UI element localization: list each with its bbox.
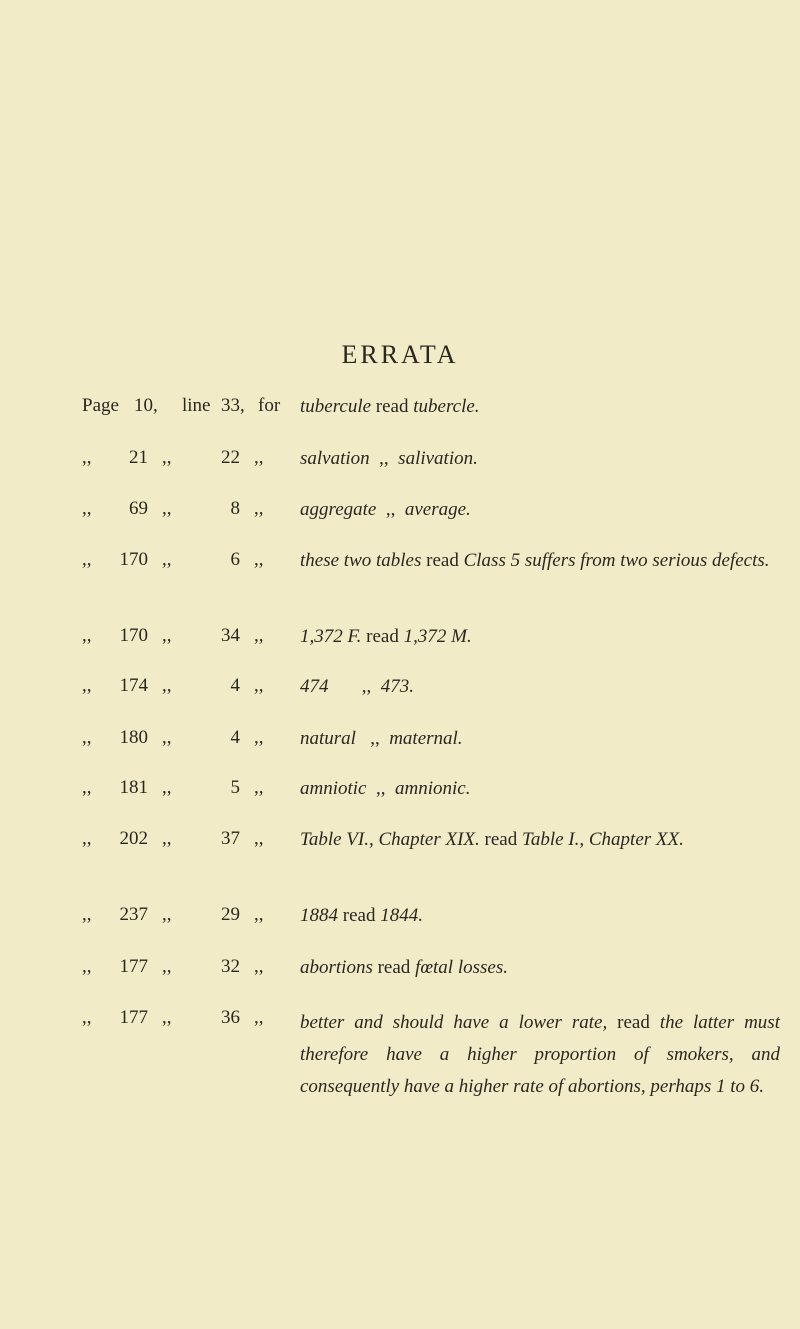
line-label: line bbox=[182, 395, 211, 416]
ditto-mark: ,, bbox=[254, 777, 264, 798]
ditto-mark: ,, bbox=[376, 778, 386, 799]
page-number: 181 bbox=[119, 777, 148, 798]
line-number: 4 bbox=[230, 727, 240, 748]
correct-text: tubercle. bbox=[413, 396, 480, 417]
wrong-text: amniotic bbox=[300, 778, 367, 799]
read-label: read bbox=[366, 626, 399, 647]
ditto-mark: ,, bbox=[162, 828, 172, 849]
line-number: 33, bbox=[221, 395, 245, 416]
read-label: read bbox=[377, 957, 411, 978]
ditto-mark: ,, bbox=[82, 727, 92, 748]
line-number: 34 bbox=[221, 625, 240, 646]
read-label: read bbox=[342, 905, 376, 926]
correct-text: 1844. bbox=[380, 905, 423, 926]
page-number: 10, bbox=[134, 395, 158, 416]
correct-text: Table I., Chapter XX. bbox=[522, 829, 684, 850]
page-number: 177 bbox=[119, 956, 148, 977]
page-number: 170 bbox=[119, 549, 148, 570]
ditto-mark: ,, bbox=[254, 828, 264, 849]
ditto-mark: ,, bbox=[254, 447, 264, 468]
line-number: 5 bbox=[230, 777, 240, 798]
correct-text: Class 5 suffers from two serious defects. bbox=[463, 550, 770, 571]
read-label: read bbox=[484, 829, 518, 850]
ditto-mark: ,, bbox=[162, 498, 172, 519]
read-label: read bbox=[375, 396, 409, 417]
ditto-mark: ,, bbox=[82, 447, 92, 468]
ditto-mark: ,, bbox=[162, 1007, 172, 1028]
ditto-mark: ,, bbox=[162, 956, 172, 977]
ditto-mark: ,, bbox=[162, 727, 172, 748]
line-number: 29 bbox=[221, 904, 240, 925]
wrong-text: 1,372 F. bbox=[300, 626, 362, 647]
page-number: 170 bbox=[119, 625, 148, 646]
wrong-text: 1884 bbox=[300, 905, 338, 926]
ditto-mark: ,, bbox=[162, 777, 172, 798]
ditto-mark: ,, bbox=[82, 777, 92, 798]
page-number: 237 bbox=[119, 904, 148, 925]
correct-text: salivation. bbox=[398, 448, 478, 469]
ditto-mark: ,, bbox=[162, 675, 172, 696]
page-label: Page bbox=[82, 395, 119, 416]
ditto-mark: ,, bbox=[254, 498, 264, 519]
correct-text: maternal. bbox=[389, 728, 463, 749]
ditto-mark: ,, bbox=[82, 675, 92, 696]
ditto-mark: ,, bbox=[254, 625, 264, 646]
ditto-mark: ,, bbox=[379, 448, 389, 469]
ditto-mark: ,, bbox=[254, 727, 264, 748]
ditto-mark: ,, bbox=[370, 728, 380, 749]
wrong-text: salvation bbox=[300, 448, 370, 469]
line-number: 22 bbox=[221, 447, 240, 468]
line-number: 37 bbox=[221, 828, 240, 849]
page-number: 69 bbox=[129, 498, 148, 519]
ditto-mark: ,, bbox=[361, 676, 372, 697]
ditto-mark: ,, bbox=[254, 1007, 264, 1028]
wrong-text: 474 bbox=[300, 676, 329, 697]
page-number: 174 bbox=[119, 675, 148, 696]
line-number: 32 bbox=[221, 956, 240, 977]
line-number: 6 bbox=[230, 549, 240, 570]
ditto-mark: ,, bbox=[82, 1007, 92, 1028]
line-number: 8 bbox=[230, 498, 240, 519]
correct-text: the latter must therefore have a higher proportion of smokers, and consequently have a higher rate of abortions, perhaps 1 to 6. bbox=[300, 1012, 780, 1097]
line-number: 36 bbox=[221, 1007, 240, 1028]
ditto-mark: ,, bbox=[162, 625, 172, 646]
correct-text: 1,372 M. bbox=[403, 626, 472, 647]
page-number: 202 bbox=[119, 828, 148, 849]
ditto-mark: ,, bbox=[162, 447, 172, 468]
correct-text: fœtal losses. bbox=[415, 957, 508, 978]
page-number: 180 bbox=[119, 727, 148, 748]
ditto-mark: ,, bbox=[254, 675, 264, 696]
ditto-mark: ,, bbox=[254, 956, 264, 977]
correct-text: amnionic. bbox=[395, 778, 471, 799]
ditto-mark: ,, bbox=[82, 549, 92, 570]
read-label: read bbox=[426, 550, 459, 571]
page-title: ERRATA bbox=[341, 340, 459, 369]
line-number: 4 bbox=[230, 675, 240, 696]
page-number: 21 bbox=[129, 447, 148, 468]
ditto-mark: ,, bbox=[385, 499, 396, 520]
wrong-text: tubercule bbox=[300, 396, 372, 417]
wrong-text: natural bbox=[300, 728, 356, 749]
correct-text: average. bbox=[404, 499, 471, 520]
ditto-mark: ,, bbox=[82, 956, 92, 977]
ditto-mark: ,, bbox=[254, 549, 264, 570]
wrong-text: abortions bbox=[300, 957, 373, 978]
page-number: 177 bbox=[119, 1007, 148, 1028]
ditto-mark: ,, bbox=[162, 904, 172, 925]
ditto-mark: ,, bbox=[254, 904, 264, 925]
ditto-mark: ,, bbox=[82, 828, 92, 849]
correct-text: 473. bbox=[380, 676, 414, 697]
wrong-text: better and should have a lower rate, bbox=[300, 1012, 608, 1033]
wrong-text: these two tables bbox=[300, 550, 422, 571]
ditto-mark: ,, bbox=[82, 904, 92, 925]
for-label: for bbox=[258, 395, 281, 416]
ditto-mark: ,, bbox=[82, 625, 92, 646]
read-label: read bbox=[617, 1012, 650, 1033]
ditto-mark: ,, bbox=[162, 549, 172, 570]
wrong-text: aggregate bbox=[300, 499, 377, 520]
wrong-text: Table VI., Chapter XIX. bbox=[300, 829, 480, 850]
ditto-mark: ,, bbox=[82, 498, 92, 519]
